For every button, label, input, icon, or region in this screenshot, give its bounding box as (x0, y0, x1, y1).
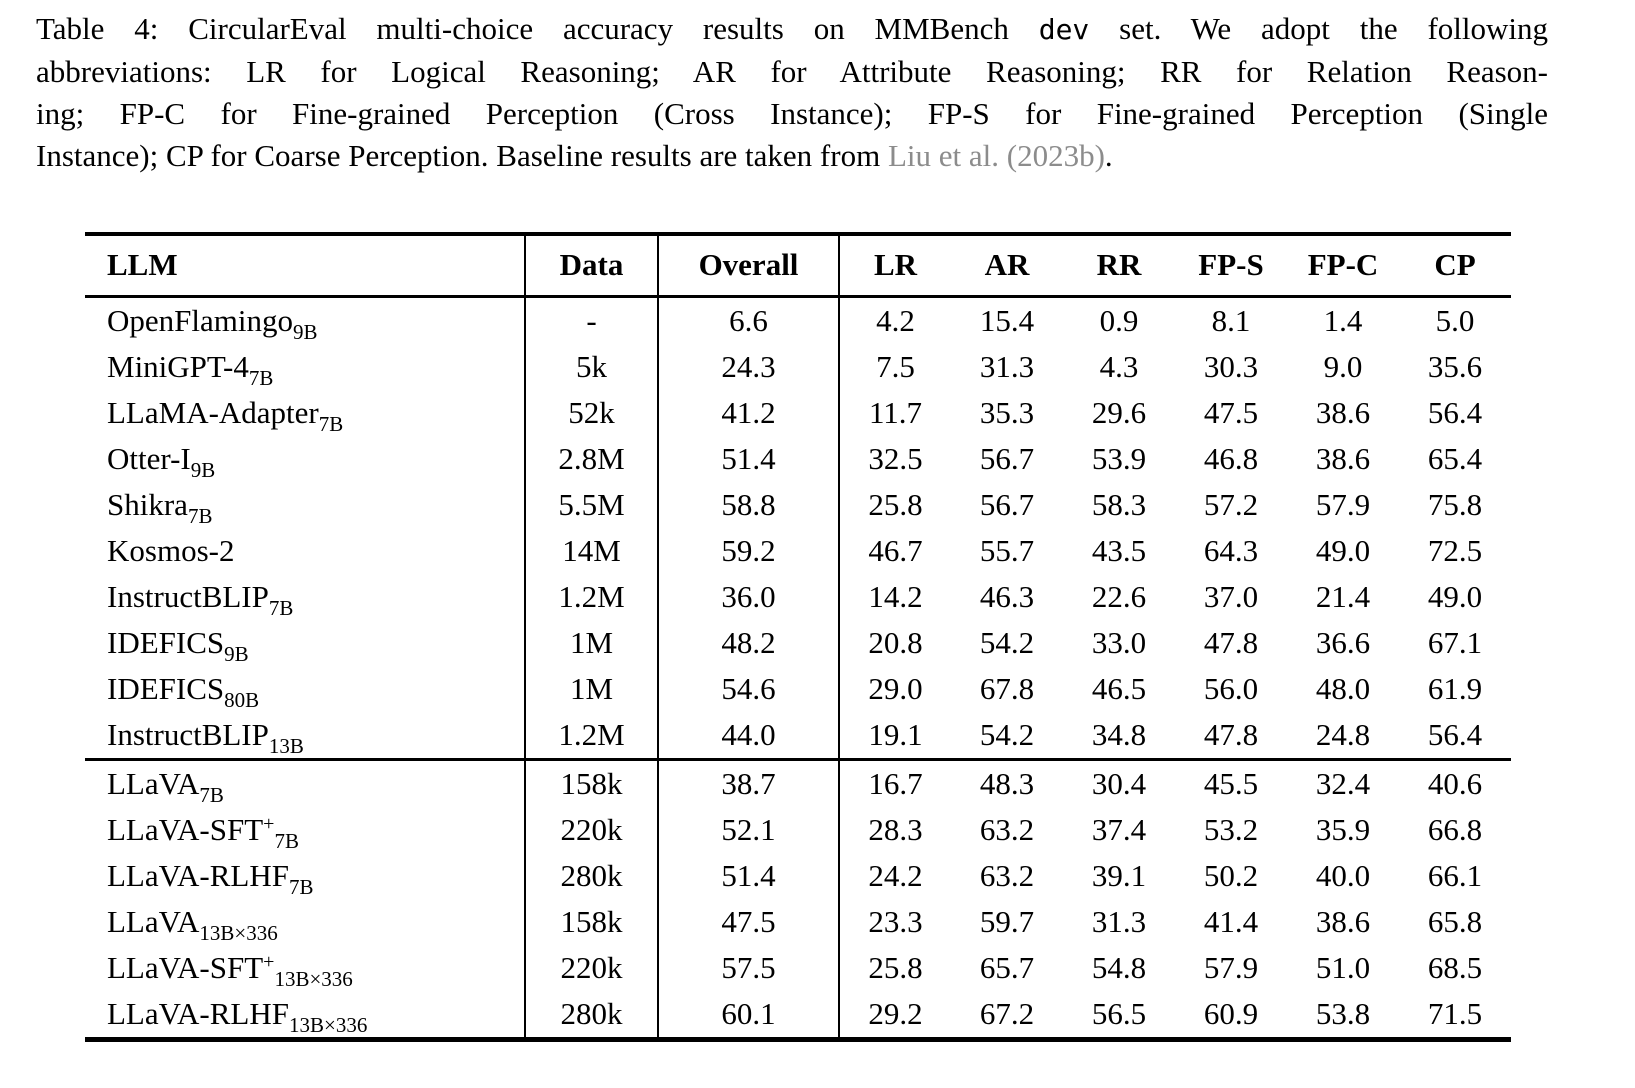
score-cell: 46.7 (868, 532, 923, 568)
model-subscript: 80B (224, 687, 260, 712)
score-cell: 60.9 (1203, 995, 1259, 1031)
llm-cell (85, 436, 525, 482)
score-cell: 66.8 (1427, 811, 1483, 847)
table-row (85, 991, 1511, 1040)
model-subscript: 9B (190, 457, 216, 482)
table-row (85, 759, 1511, 807)
model-subscript: 13B×336 (274, 966, 353, 991)
llm-cell (85, 620, 525, 666)
score-cell: 67.2 (979, 995, 1035, 1031)
table-header (85, 234, 1511, 296)
model-name: LLaVA-RLHF (107, 857, 289, 893)
score-cell: 38.6 (1315, 394, 1371, 430)
score-cell: 58.3 (1091, 486, 1147, 522)
llm-cell (85, 712, 525, 760)
data-size-cell: 158k (525, 899, 658, 945)
score-cell: 0.9 (1099, 302, 1139, 338)
score-cell: 4.2 (876, 302, 915, 338)
score-cell: 9.0 (1323, 348, 1363, 384)
score-cell: 57.9 (1315, 486, 1371, 522)
score-cell: 64.3 (1203, 532, 1259, 568)
score-cell: 47.8 (1203, 624, 1259, 660)
score-cell: 25.8 (868, 949, 923, 985)
score-cell: 29.0 (868, 670, 923, 706)
score-cell: 57.2 (1203, 486, 1259, 522)
overall-score-cell: 44.0 (658, 712, 839, 760)
model-name: Shikra (107, 486, 188, 522)
score-cell: 54.8 (1091, 949, 1147, 985)
llm-cell (85, 296, 525, 344)
score-cell: 53.8 (1315, 995, 1371, 1031)
llm-cell (85, 853, 525, 899)
score-cell: 22.6 (1091, 578, 1147, 614)
model-superscript: + (263, 812, 275, 835)
score-cell: 56.7 (979, 486, 1035, 522)
llm-cell (85, 899, 525, 945)
score-cell: 56.4 (1427, 716, 1483, 752)
score-cell: 40.0 (1315, 857, 1371, 893)
table-caption (36, 8, 1548, 177)
data-size-cell: 1M (525, 620, 658, 666)
score-cell: 30.4 (1063, 759, 1175, 807)
score-cell: 37.4 (1091, 811, 1147, 847)
data-size-cell: 158k (525, 759, 658, 807)
data-size-cell: 5k (525, 344, 658, 390)
score-cell: 24.8 (1315, 716, 1371, 752)
data-size-cell: 14M (525, 528, 658, 574)
data-size-cell: 5.5M (525, 482, 658, 528)
column-header-fps: FP-S (1175, 234, 1287, 296)
data-size-cell: - (525, 296, 658, 344)
model-name: LLaVA-SFT (107, 949, 264, 985)
score-cell: 19.1 (868, 716, 923, 752)
dev-code-text: dev (1038, 13, 1090, 46)
caption-line: ing; FP-C for Fine-grained Perception (Cross Instance); FP-S for Fine-grained Perception (Single (36, 96, 1548, 131)
llm-cell (85, 482, 525, 528)
score-cell: 55.7 (979, 532, 1035, 568)
score-cell: 25.8 (868, 486, 923, 522)
model-subscript: 9B (224, 641, 249, 666)
score-cell: 61.9 (1427, 670, 1483, 706)
table-row (85, 807, 1511, 853)
model-name: MiniGPT-4 (107, 348, 249, 384)
caption-text: set. We adopt the following (1089, 11, 1548, 46)
score-cell: 53.2 (1203, 811, 1259, 847)
header-row (85, 234, 1511, 296)
data-size-cell: 2.8M (525, 436, 658, 482)
overall-score-cell: 58.8 (658, 482, 839, 528)
table-row (85, 620, 1511, 666)
score-cell: 8.1 (1211, 302, 1251, 338)
table-row (85, 853, 1511, 899)
score-cell: 41.4 (1203, 903, 1259, 939)
llm-cell (85, 991, 525, 1040)
caption-line: abbreviations: LR for Logical Reasoning; AR for Attribute Reasoning; RR for Relation Reason- (36, 54, 1548, 89)
score-cell: 46.8 (1203, 440, 1259, 476)
score-cell: 5.0 (1435, 302, 1475, 338)
score-cell: 31.3 (1091, 903, 1147, 939)
model-subscript: 7B (274, 828, 299, 853)
data-size-cell: 1M (525, 666, 658, 712)
score-cell: 63.2 (979, 857, 1035, 893)
score-cell: 56.5 (1091, 995, 1147, 1031)
caption-text: Instance); CP for Coarse Perception. Baseline results are taken from (36, 138, 888, 173)
column-header-ar: AR (951, 234, 1063, 296)
score-cell: 67.1 (1427, 624, 1483, 660)
score-cell: 37.0 (1203, 578, 1259, 614)
score-cell: 65.4 (1427, 440, 1483, 476)
llm-cell (85, 574, 525, 620)
model-subscript: 7B (248, 365, 274, 390)
model-name: Otter-I (107, 440, 191, 476)
overall-score-cell: 48.2 (658, 620, 839, 666)
model-subscript: 13B×336 (288, 1012, 368, 1037)
score-cell: 59.7 (979, 903, 1035, 939)
score-cell: 34.8 (1091, 716, 1147, 752)
llm-cell (85, 344, 525, 390)
llm-cell (85, 945, 525, 991)
score-cell: 15.4 (979, 302, 1035, 338)
score-cell: 68.5 (1427, 949, 1483, 985)
score-cell: 54.2 (979, 624, 1035, 660)
score-cell: 56.4 (1427, 394, 1483, 430)
score-cell: 16.7 (839, 759, 951, 807)
overall-score-cell: 59.2 (658, 528, 839, 574)
table-row (85, 344, 1511, 390)
model-subscript: 7B (318, 411, 344, 436)
model-name: InstructBLIP (107, 578, 269, 614)
overall-score-cell: 57.5 (658, 945, 839, 991)
table-row (85, 528, 1511, 574)
model-name: LLaVA-SFT (107, 811, 264, 847)
score-cell: 65.8 (1427, 903, 1483, 939)
score-cell: 56.0 (1203, 670, 1259, 706)
score-cell: 50.2 (1203, 857, 1259, 893)
results-table (85, 232, 1511, 1042)
column-header-cp: CP (1399, 234, 1511, 296)
score-cell: 63.2 (979, 811, 1035, 847)
table-row (85, 296, 1511, 344)
score-cell: 7.5 (876, 348, 915, 384)
score-cell: 33.0 (1091, 624, 1147, 660)
score-cell: 21.4 (1315, 578, 1371, 614)
model-name: LLaMA-Adapter (107, 394, 319, 430)
table-row (85, 390, 1511, 436)
model-name: InstructBLIP (107, 716, 269, 752)
score-cell: 20.8 (868, 624, 923, 660)
table-row (85, 712, 1511, 760)
model-name: IDEFICS (107, 624, 225, 660)
column-header-fpc: FP-C (1287, 234, 1399, 296)
model-subscript: 9B (293, 319, 318, 344)
score-cell: 35.3 (979, 394, 1035, 430)
overall-score-cell: 60.1 (658, 991, 839, 1040)
score-cell: 1.4 (1323, 302, 1363, 338)
data-size-cell: 280k (525, 991, 658, 1040)
column-header-lr: LR (839, 234, 951, 296)
score-cell: 31.3 (979, 348, 1035, 384)
llava-models-section (85, 759, 1511, 1039)
column-header-rr: RR (1063, 234, 1175, 296)
caption-text: Table 4: CircularEval multi-choice accuracy results on MMBench (36, 11, 1039, 46)
caption-text: . (1104, 138, 1113, 173)
model-name: OpenFlamingo (107, 302, 293, 338)
score-cell: 43.5 (1091, 532, 1147, 568)
score-cell: 24.2 (868, 857, 923, 893)
score-cell: 47.8 (1203, 716, 1259, 752)
score-cell: 45.5 (1175, 759, 1287, 807)
model-subscript: 7B (288, 874, 314, 899)
llm-cell (85, 666, 525, 712)
data-size-cell: 280k (525, 853, 658, 899)
score-cell: 49.0 (1427, 578, 1483, 614)
score-cell: 75.8 (1427, 486, 1483, 522)
score-cell: 48.0 (1315, 670, 1371, 706)
data-size-cell: 1.2M (525, 712, 658, 760)
score-cell: 28.3 (868, 811, 923, 847)
score-cell: 36.6 (1315, 624, 1371, 660)
caption-line (36, 8, 1548, 51)
overall-score-cell: 36.0 (658, 574, 839, 620)
model-name: LLaVA-RLHF (107, 995, 289, 1031)
score-cell: 47.5 (1203, 394, 1259, 430)
table-row (85, 945, 1511, 991)
score-cell: 51.0 (1315, 949, 1371, 985)
score-cell: 56.7 (979, 440, 1035, 476)
overall-score-cell: 47.5 (658, 899, 839, 945)
model-subscript: 7B (268, 595, 294, 620)
baseline-models-section (85, 296, 1511, 759)
score-cell: 14.2 (868, 578, 923, 614)
overall-score-cell: 52.1 (658, 807, 839, 853)
llm-cell (85, 390, 525, 436)
score-cell: 30.3 (1203, 348, 1259, 384)
score-cell: 32.4 (1287, 759, 1399, 807)
column-header-data: Data (525, 234, 658, 296)
score-cell: 46.5 (1091, 670, 1147, 706)
score-cell: 4.3 (1099, 348, 1139, 384)
column-header-llm: LLM (85, 234, 525, 296)
score-cell: 49.0 (1315, 532, 1371, 568)
column-header-overall: Overall (658, 234, 839, 296)
score-cell: 29.2 (868, 995, 923, 1031)
model-name: LLaVA (107, 903, 200, 939)
overall-score-cell: 6.6 (658, 296, 839, 344)
score-cell: 23.3 (868, 903, 923, 939)
overall-score-cell: 51.4 (658, 436, 839, 482)
overall-score-cell: 51.4 (658, 853, 839, 899)
table-row (85, 899, 1511, 945)
data-size-cell: 52k (525, 390, 658, 436)
model-name: Kosmos-2 (107, 532, 235, 568)
overall-score-cell: 24.3 (658, 344, 839, 390)
score-cell: 54.2 (979, 716, 1035, 752)
score-cell: 66.1 (1427, 857, 1483, 893)
model-subscript: 7B (199, 782, 224, 807)
score-cell: 35.6 (1427, 348, 1483, 384)
score-cell: 53.9 (1091, 440, 1147, 476)
model-name: LLaVA (107, 765, 200, 801)
model-subscript: 13B×336 (199, 920, 278, 945)
score-cell: 65.7 (979, 949, 1035, 985)
score-cell: 32.5 (868, 440, 923, 476)
data-size-cell: 220k (525, 807, 658, 853)
model-subscript: 13B (268, 733, 304, 758)
overall-score-cell: 41.2 (658, 390, 839, 436)
score-cell: 71.5 (1427, 995, 1483, 1031)
overall-score-cell: 38.7 (658, 759, 839, 807)
score-cell: 38.6 (1315, 440, 1371, 476)
score-cell: 67.8 (979, 670, 1035, 706)
score-cell: 57.9 (1203, 949, 1259, 985)
model-name: IDEFICS (107, 670, 225, 706)
score-cell: 35.9 (1315, 811, 1371, 847)
score-cell: 72.5 (1427, 532, 1483, 568)
caption-line (36, 135, 1548, 177)
score-cell: 11.7 (868, 394, 923, 430)
table-row (85, 482, 1511, 528)
data-size-cell: 1.2M (525, 574, 658, 620)
table-row (85, 666, 1511, 712)
llm-cell (85, 807, 525, 853)
llm-cell (85, 759, 525, 807)
score-cell: 48.3 (951, 759, 1063, 807)
overall-score-cell: 54.6 (658, 666, 839, 712)
llm-cell (85, 528, 525, 574)
score-cell: 46.3 (979, 578, 1035, 614)
model-superscript: + (263, 950, 275, 973)
score-cell: 29.6 (1091, 394, 1147, 430)
score-cell: 38.6 (1315, 903, 1371, 939)
table-row (85, 436, 1511, 482)
citation-link[interactable]: Liu et al. (2023b) (887, 138, 1105, 173)
score-cell: 39.1 (1091, 857, 1147, 893)
model-subscript: 7B (187, 503, 213, 528)
data-size-cell: 220k (525, 945, 658, 991)
table-row (85, 574, 1511, 620)
score-cell: 40.6 (1399, 759, 1511, 807)
